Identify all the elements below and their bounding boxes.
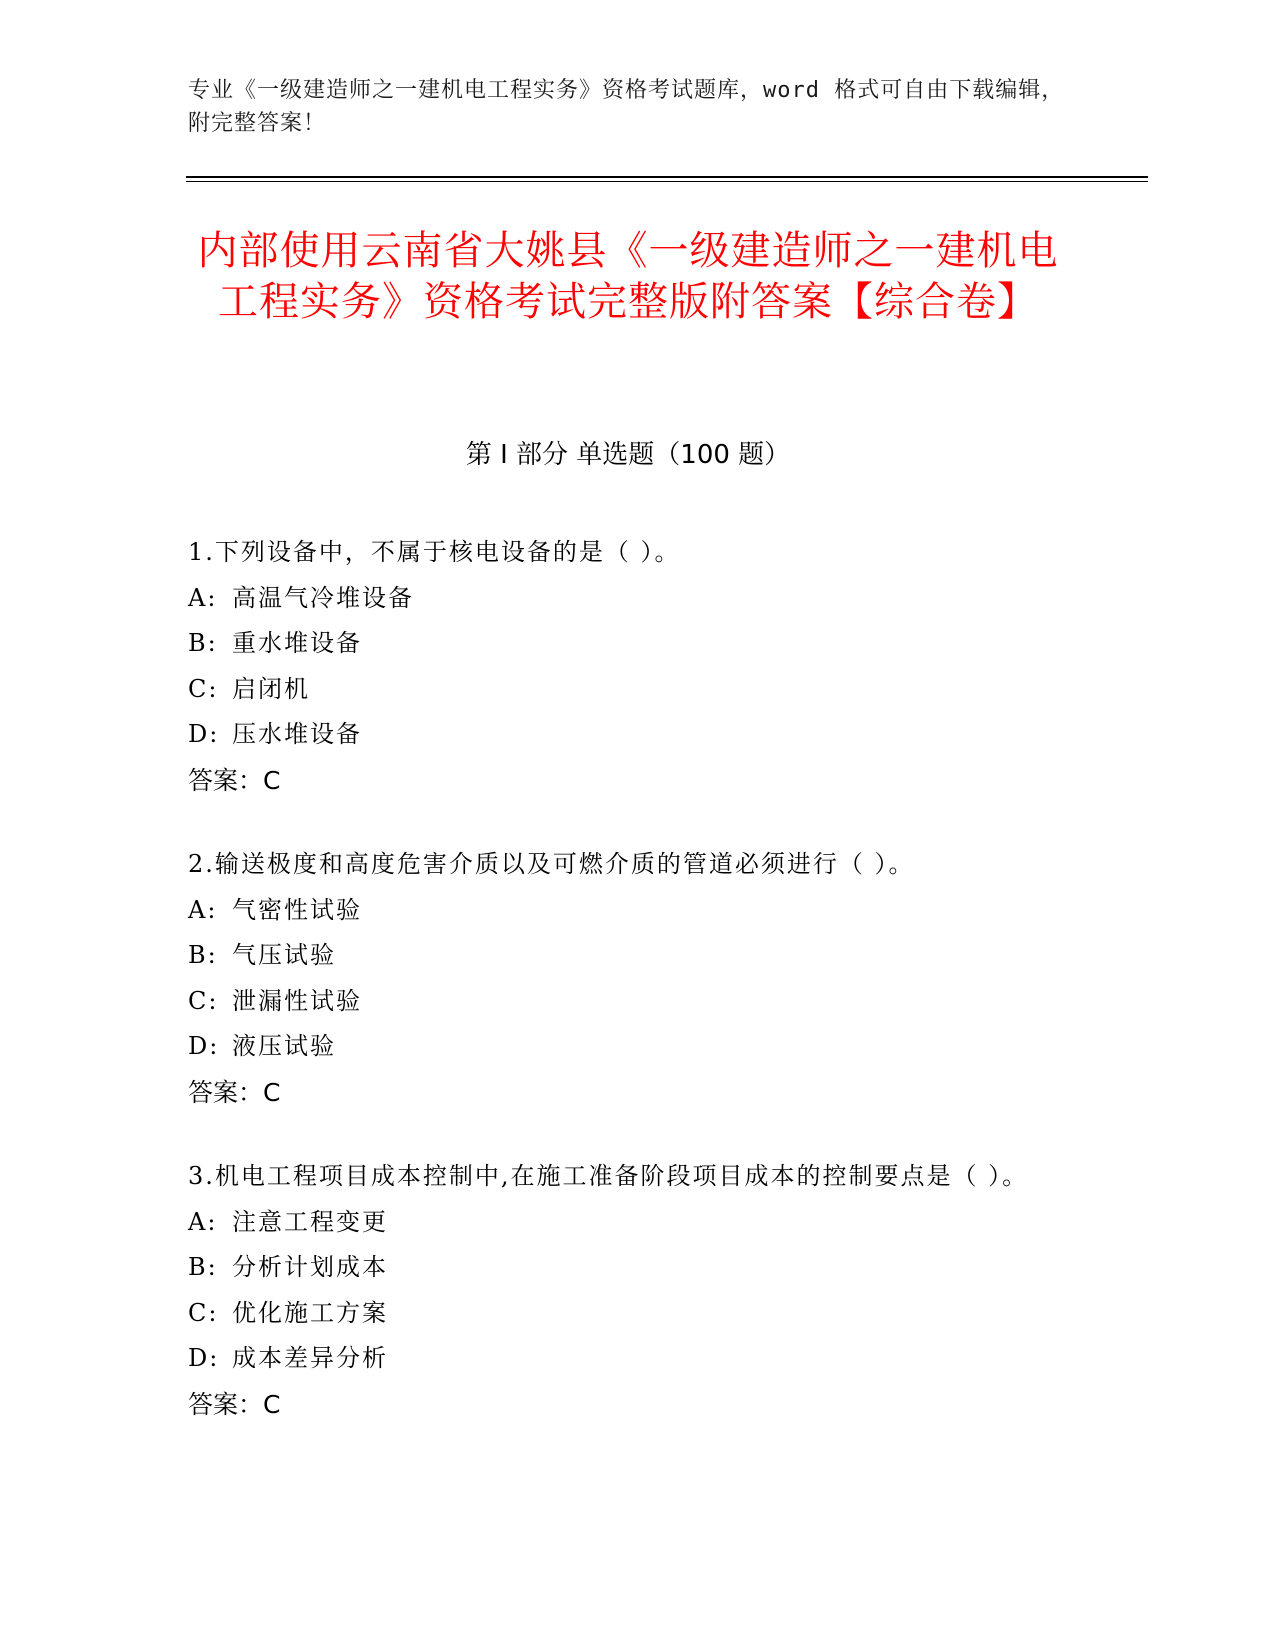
option-a	[188, 888, 1068, 934]
answer-line: 答案：C	[188, 765, 281, 795]
question-1	[188, 530, 1068, 803]
option-a	[188, 576, 1068, 622]
header-note: 专业《一级建造师之一建机电工程实务》资格考试题库，word 格式可自由下载编辑，附完整答案！	[188, 78, 1065, 136]
option-letter: A:	[188, 895, 218, 924]
answer-line: 答案：C	[188, 1389, 281, 1419]
option-letter: D:	[188, 1032, 220, 1060]
option-d	[188, 1024, 1068, 1070]
option-text: 泄漏性试验	[232, 986, 362, 1015]
option-text: 优化施工方案	[232, 1298, 388, 1327]
option-b	[188, 1245, 1068, 1291]
question-text: 1.下列设备中，不属于核电设备的是（ ）。	[188, 538, 681, 566]
answer-line: 答案：C	[188, 1077, 281, 1107]
question-3	[188, 1154, 1068, 1427]
question-text: 3.机电工程项目成本控制中,在施工准备阶段项目成本的控制要点是（ ）。	[188, 1162, 1029, 1190]
option-text: 压水堆设备	[232, 720, 362, 748]
option-d	[188, 1336, 1068, 1382]
option-text: 分析计划成本	[232, 1253, 388, 1281]
option-text: 重水堆设备	[232, 629, 362, 657]
option-letter: D:	[188, 1344, 220, 1372]
option-c	[188, 979, 1068, 1025]
option-text: 液压试验	[232, 1032, 336, 1060]
option-text: 气压试验	[232, 941, 336, 969]
option-text: 高温气冷堆设备	[232, 583, 414, 612]
question-2	[188, 842, 1068, 1115]
option-letter: B:	[188, 941, 218, 969]
option-letter: B:	[188, 629, 218, 657]
option-letter: C:	[188, 986, 219, 1015]
option-letter: C:	[188, 674, 219, 703]
option-c	[188, 667, 1068, 713]
question-list	[188, 530, 1068, 1466]
option-text: 启闭机	[232, 674, 310, 703]
option-c	[188, 1291, 1068, 1337]
document-title: 内部使用云南省大姚县《一级建造师之一建机电工程实务》资格考试完整版附答案【综合卷】	[197, 228, 1059, 325]
option-letter: A:	[188, 583, 218, 612]
option-text: 注意工程变更	[232, 1207, 388, 1236]
option-b	[188, 621, 1068, 667]
option-letter: B:	[188, 1253, 218, 1281]
question-text: 2.输送极度和高度危害介质以及可燃介质的管道必须进行（ ）。	[188, 850, 915, 878]
option-letter: A:	[188, 1207, 218, 1236]
option-b	[188, 933, 1068, 979]
option-text: 成本差异分析	[232, 1344, 388, 1372]
option-text: 气密性试验	[232, 895, 362, 924]
section-title: 第 I 部分 单选题（100 题）	[465, 440, 791, 470]
option-d	[188, 712, 1068, 758]
option-a	[188, 1200, 1068, 1246]
header-rule-thick	[186, 176, 1148, 178]
header-rule-thin	[186, 181, 1148, 182]
option-letter: D:	[188, 720, 220, 748]
option-letter: C:	[188, 1298, 219, 1327]
